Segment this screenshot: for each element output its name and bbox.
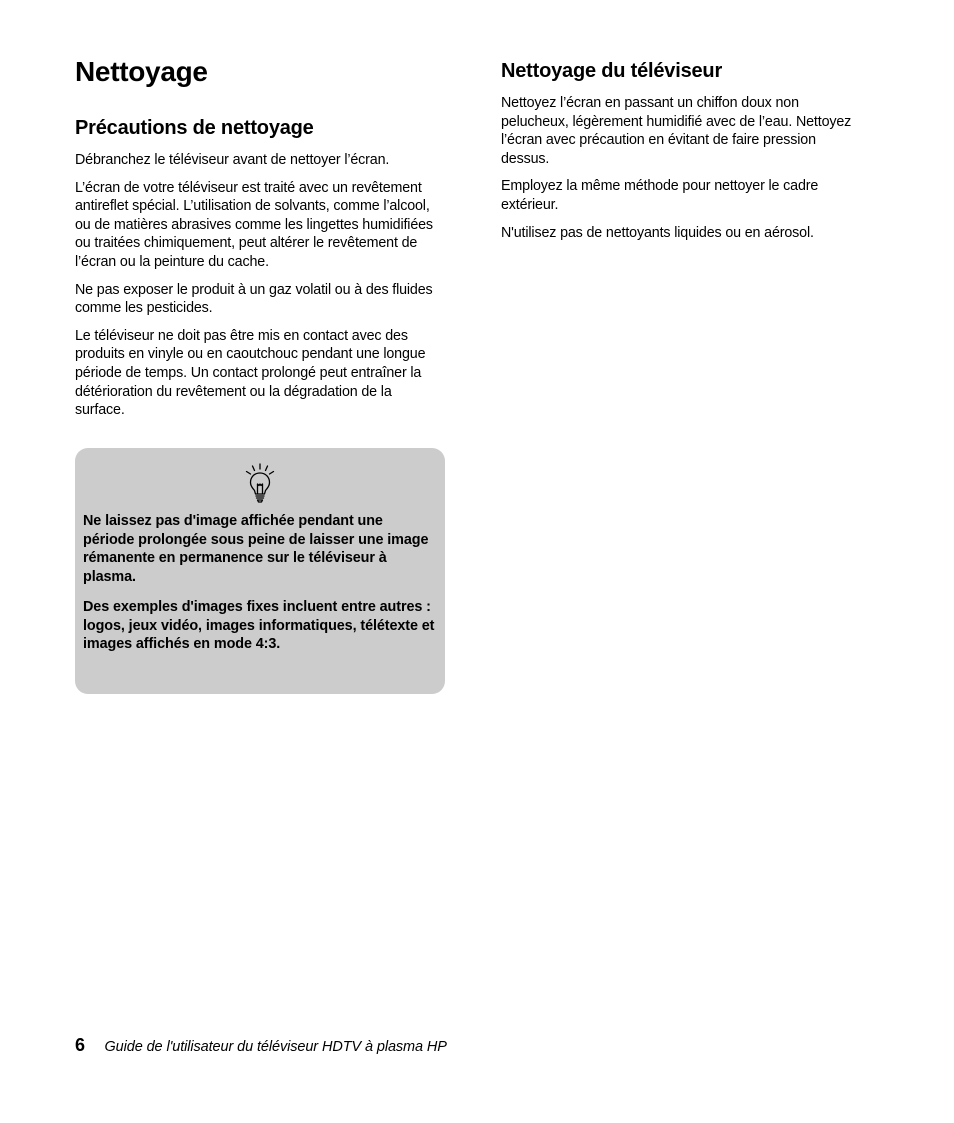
precautions-paragraph-4: Le téléviseur ne doit pas être mis en contact avec des produits en vinyle ou en caoutchouc pendant une longue période de temps. Un contact prolongé peut entraîner la détérioration du revêtement ou la dégradation de la surface. [75, 327, 426, 419]
tv-cleaning-paragraph-3: N'utilisez pas de nettoyants liquides ou en aérosol. [501, 224, 814, 241]
note-paragraph-2: Des exemples d'images fixes incluent entre autres : logos, jeux vidéo, images informatiques, télétexte et images affichés en mode 4:3. [83, 598, 435, 653]
tv-cleaning-section [501, 60, 866, 251]
lightbulb-icon [240, 462, 280, 504]
page-footer [75, 1035, 447, 1056]
note-paragraph-1: Ne laissez pas d'image affichée pendant une période prolongée sous peine de laisser une image rémanente en permanence sur le téléviseur à plasma. [83, 513, 429, 586]
precautions-paragraph-1: Débranchez le téléviseur avant de nettoyer l’écran. [75, 152, 390, 168]
section-heading-precautions: Précautions de nettoyage [75, 117, 314, 139]
cleaning-precautions-section [75, 117, 445, 429]
section-heading-tv-cleaning: Nettoyage du téléviseur [501, 60, 723, 82]
precautions-paragraph-2: L’écran de votre téléviseur est traité avec un revêtement antireflet spécial. L’utilisation de solvants, comme l’alcool, ou de matières abrasives comme les lingettes humidifiées ou traitées chimiquement, peut altérer le revêtement de l’écran ou la peinture du cache. [75, 179, 433, 270]
tv-cleaning-paragraph-1: Nettoyez l’écran en passant un chiffon doux non pelucheux, légèrement humidifié avec de l’eau. Nettoyez l’écran avec précaution en évitant de faire pression dessus. [501, 95, 852, 167]
page-number: 6 [75, 1035, 86, 1055]
tv-cleaning-paragraph-2: Employez la même méthode pour nettoyer le cadre extérieur. [501, 178, 819, 213]
tip-note-box [75, 448, 445, 694]
footer-guide-title: Guide de l'utilisateur du téléviseur HDTV à plasma HP [104, 1039, 447, 1055]
precautions-paragraph-3: Ne pas exposer le produit à un gaz volatil ou à des fluides comme les pesticides. [75, 281, 433, 317]
page-title: Nettoyage [75, 56, 208, 87]
